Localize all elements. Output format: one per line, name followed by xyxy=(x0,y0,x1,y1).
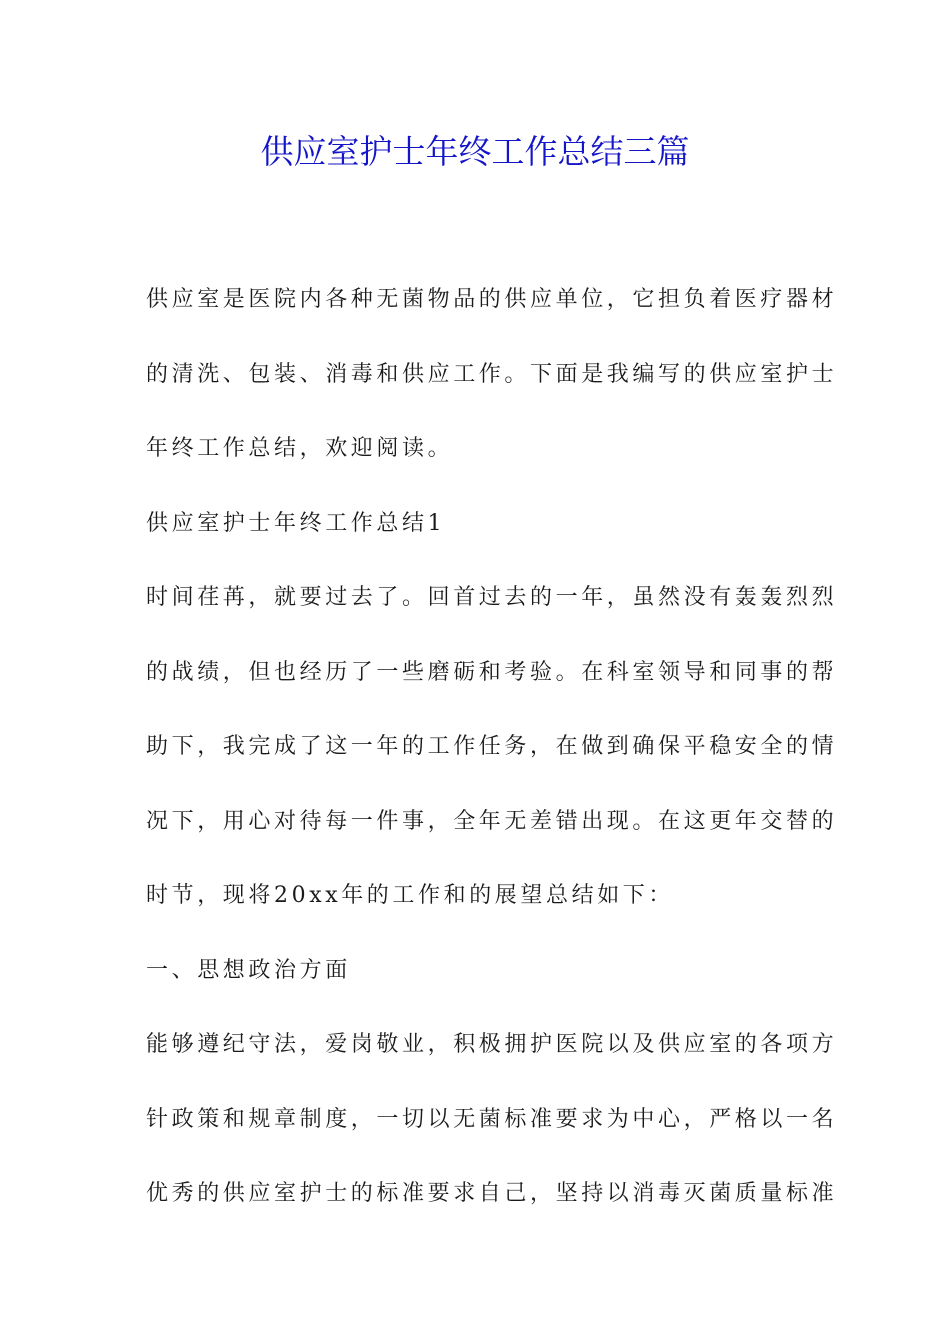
text-line: 优秀的供应室护士的标准要求自己，坚持以消毒灭菌质量标准 xyxy=(146,1181,838,1206)
document-title: 供应室护士年终工作总结三篇 xyxy=(260,132,690,171)
section-heading xyxy=(146,487,806,562)
text-line: 年终工作总结，欢迎阅读。 xyxy=(146,436,454,461)
text-line: 况下，用心对待每一件事，全年无差错出现。在这更年交替的 xyxy=(146,808,838,834)
document-body xyxy=(146,263,838,1232)
text-line: 时间荏苒，就要过去了。回首过去的一年，虽然没有轰轰烈烈 xyxy=(146,585,838,610)
text-line: 一、思想政治方面 xyxy=(146,957,351,983)
text-line: 供应室护士年终工作总结1 xyxy=(146,510,446,536)
text-line: 针政策和规章制度，一切以无菌标准要求为中心，严格以一名 xyxy=(146,1106,838,1132)
text-line: 能够遵纪守法，爱岗敬业，积极拥护医院以及供应室的各项方 xyxy=(146,1032,838,1057)
text-line: 的清洗、包装、消毒和供应工作。下面是我编写的供应室护士 xyxy=(146,361,838,387)
intro-paragraph xyxy=(146,263,838,487)
text-line: 助下，我完成了这一年的工作任务，在做到确保平稳安全的情 xyxy=(146,734,838,759)
text-line: 供应室是医院内各种无菌物品的供应单位，它担负着医疗器材 xyxy=(146,287,838,312)
body-paragraph xyxy=(146,561,838,934)
body-paragraph xyxy=(146,1008,838,1232)
subsection-heading xyxy=(146,934,806,1009)
text-line: 的战绩，但也经历了一些磨砺和考验。在科室领导和同事的帮 xyxy=(146,659,838,685)
text-line: 时节，现将20xx年的工作和的展望总结如下： xyxy=(146,883,675,908)
